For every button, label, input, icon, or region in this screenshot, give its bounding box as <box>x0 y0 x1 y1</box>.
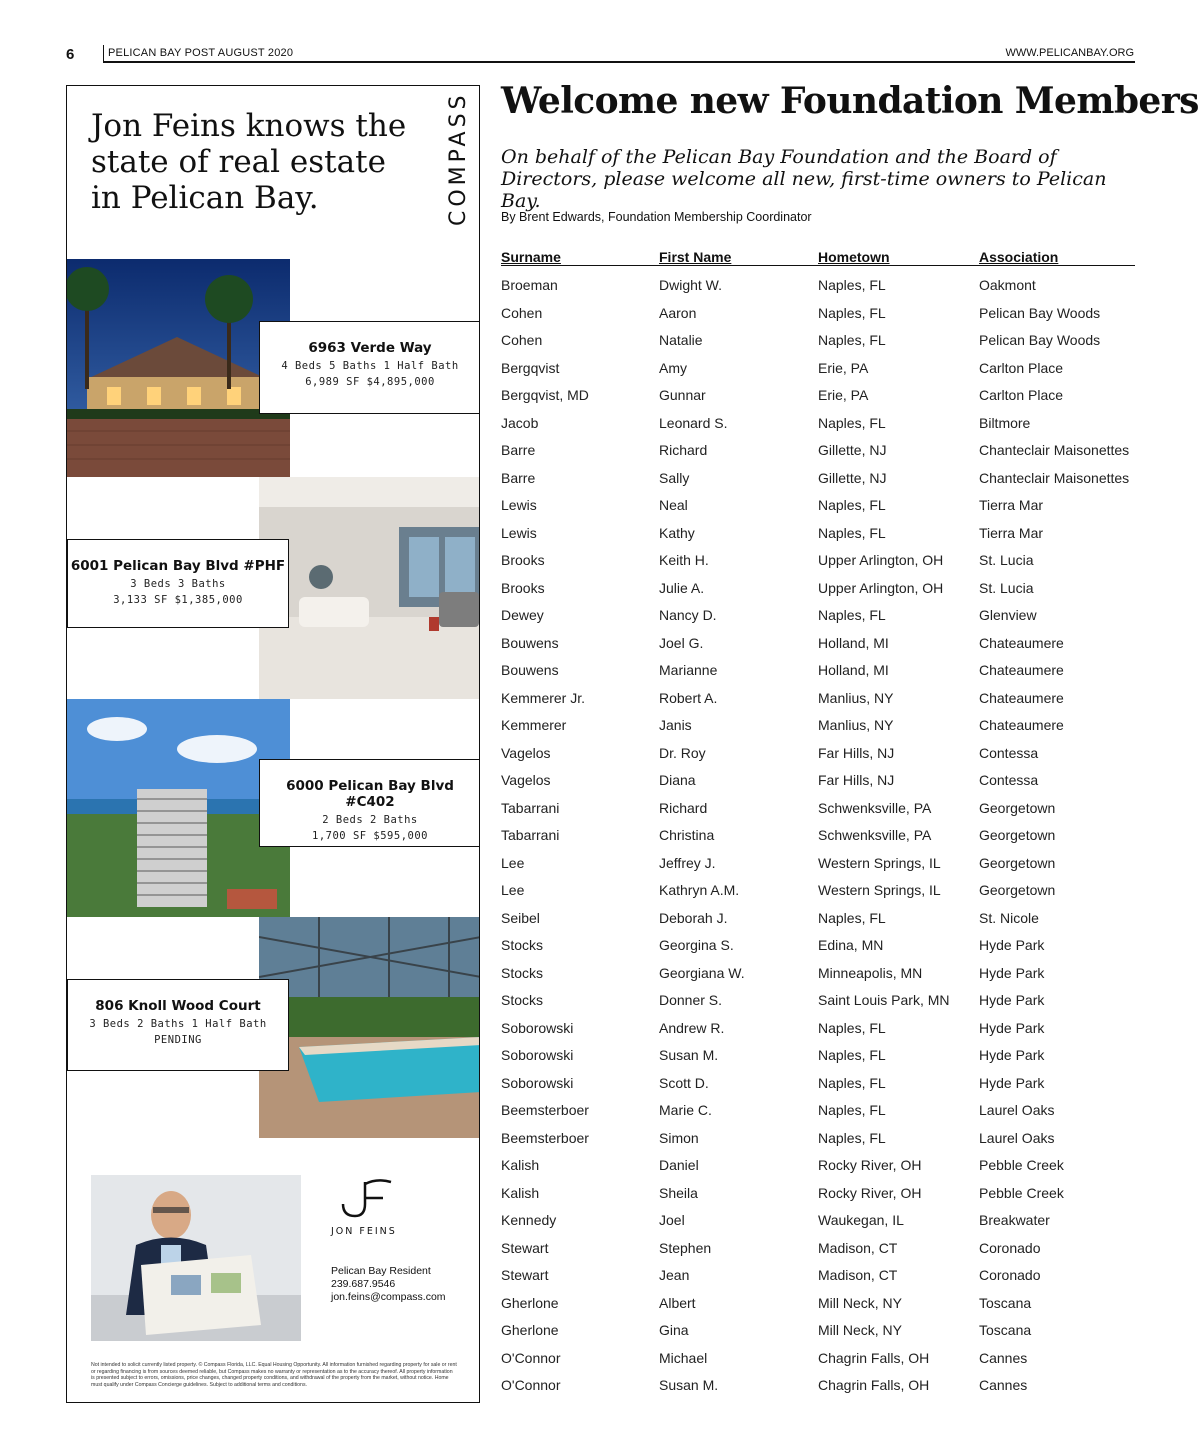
surname-cell: Kennedy <box>501 1212 557 1228</box>
hometown-cell: Madison, CT <box>818 1267 898 1283</box>
ad-headline: Jon Feins knows the state of real estate in Pelican Bay. <box>91 108 407 216</box>
hometown-cell: Naples, FL <box>818 607 886 623</box>
article-title: Welcome new Foundation Members <box>501 80 1199 122</box>
agent-name: JON FEINS <box>331 1226 397 1237</box>
association-cell: Tierra Mar <box>979 497 1044 513</box>
association-cell: Hyde Park <box>979 964 1045 981</box>
first-name-cell: Richard <box>659 442 708 458</box>
association-cell: Laurel Oaks <box>979 1102 1055 1118</box>
agent-phone[interactable]: 239.687.9546 <box>331 1278 396 1290</box>
article-subtitle: On behalf of the Pelican Bay Foundation and the Board of Directors, please welcome all new, first-time owners to Pelican Bay. <box>501 146 1107 212</box>
association-cell: Toscana <box>979 1322 1032 1338</box>
hometown-cell: Naples, FL <box>818 1074 886 1091</box>
association-cell: Contessa <box>979 772 1039 788</box>
first-name-cell: Kathryn A.M. <box>659 882 740 898</box>
hometown-cell: Schwenksville, PA <box>818 827 932 843</box>
hometown-cell: Erie, PA <box>818 359 869 376</box>
agent-photo <box>91 1175 301 1341</box>
first-name-cell: Scott D. <box>659 1074 709 1091</box>
first-name-cell: Marianne <box>659 662 718 678</box>
association-cell: Chateaumere <box>979 689 1064 706</box>
surname-cell: Soborowski <box>501 1047 574 1063</box>
association-cell: Contessa <box>979 744 1039 761</box>
listing-card[interactable] <box>67 539 289 628</box>
ad-disclaimer: Not intended to solicit currently listed property. © Compass Florida, LLC. Equal Housing Opportunity. All information furnished regarding property for sale or rent or regarding financing is from sources deemed reliable, but Compass makes no warranty or representation as to the accuracy thereof. All property information is presented subject to errors, omissions, price changes, changed property conditions, and withdrawal of the property from the market, without notice. Home must qualify under Compass Concierge guidelines. Subject to additional terms and conditions. <box>91 1362 457 1388</box>
first-name-cell: Nancy D. <box>659 607 717 623</box>
hometown-cell: Naples, FL <box>818 1102 886 1118</box>
association-cell: Laurel Oaks <box>979 1129 1055 1146</box>
surname-cell: Kemmerer <box>501 717 567 733</box>
association-cell: Carlton Place <box>979 387 1064 403</box>
surname-cell: Beemsterboer <box>501 1102 589 1118</box>
first-name-cell: Daniel <box>659 1157 699 1173</box>
first-name-cell: Amy <box>659 359 687 376</box>
article-byline: By Brent Edwards, Foundation Membership Coordinator <box>501 210 812 224</box>
hometown-cell: Rocky River, OH <box>818 1157 922 1173</box>
surname-cell: Vagelos <box>501 744 551 761</box>
first-name-cell: Gunnar <box>659 387 706 403</box>
surname-cell: Cohen <box>501 304 543 321</box>
surname-cell: Lewis <box>501 497 537 513</box>
surname-cell: Lee <box>501 854 525 871</box>
first-name-cell: Joel <box>659 1212 685 1228</box>
association-cell: Pebble Creek <box>979 1157 1064 1173</box>
surname-cell: Stocks <box>501 992 544 1008</box>
hometown-cell: Naples, FL <box>818 1019 886 1036</box>
column-header-association: Association <box>979 249 1059 265</box>
first-name-cell: Deborah J. <box>659 909 728 926</box>
surname-cell: Gherlone <box>501 1294 559 1311</box>
surname-cell: Brooks <box>501 579 545 596</box>
listing-photo-knoll-wood <box>259 917 480 1138</box>
surname-cell: Bouwens <box>501 634 559 651</box>
surname-cell: Tabarrani <box>501 799 560 816</box>
first-name-cell: Christina <box>659 827 715 843</box>
hometown-cell: Madison, CT <box>818 1239 898 1256</box>
surname-cell: Jacob <box>501 414 539 431</box>
listing-card[interactable] <box>259 759 480 847</box>
first-name-cell: Dr. Roy <box>659 744 706 761</box>
first-name-cell: Diana <box>659 772 696 788</box>
listing-photo-c402 <box>67 699 290 917</box>
first-name-cell: Kathy <box>659 524 695 541</box>
first-name-cell: Georgina S. <box>659 937 734 953</box>
surname-cell: Tabarrani <box>501 827 560 843</box>
first-name-cell: Gina <box>659 1322 689 1338</box>
first-name-cell: Albert <box>659 1294 696 1311</box>
surname-cell: Broeman <box>501 277 558 293</box>
hometown-cell: Far Hills, NJ <box>818 772 895 788</box>
surname-cell: Dewey <box>501 607 544 623</box>
first-name-cell: Leonard S. <box>659 414 728 431</box>
association-cell: Coronado <box>979 1239 1041 1256</box>
column-header-hometown: Hometown <box>818 249 890 265</box>
hometown-cell: Naples, FL <box>818 1047 886 1063</box>
hometown-cell: Far Hills, NJ <box>818 744 895 761</box>
column-header-surname: Surname <box>501 249 561 265</box>
first-name-cell: Jeffrey J. <box>659 854 716 871</box>
surname-cell: O'Connor <box>501 1377 561 1393</box>
listing-specs: 3 Beds 3 Baths <box>130 578 226 590</box>
first-name-cell: Janis <box>659 717 692 733</box>
surname-cell: Brooks <box>501 552 545 568</box>
hometown-cell: Naples, FL <box>818 909 886 926</box>
association-cell: Breakwater <box>979 1212 1050 1228</box>
hometown-cell: Naples, FL <box>818 1129 886 1146</box>
surname-cell: Lee <box>501 882 525 898</box>
first-name-cell: Neal <box>659 497 688 513</box>
listing-price: 6,989 SF $4,895,000 <box>305 376 435 388</box>
listing-photo-phf <box>259 477 480 699</box>
listing-address: 6001 Pelican Bay Blvd #PHF <box>70 558 286 574</box>
publication-line: PELICAN BAY POST AUGUST 2020 <box>108 47 294 59</box>
hometown-cell: Manlius, NY <box>818 689 894 706</box>
association-cell: Oakmont <box>979 277 1036 293</box>
first-name-cell: Donner S. <box>659 992 723 1008</box>
listing-address: 806 Knoll Wood Court <box>95 998 261 1014</box>
first-name-cell: Natalie <box>659 332 703 348</box>
first-name-cell: Julie A. <box>659 579 705 596</box>
listing-photo-verde-way <box>67 259 290 477</box>
listing-address: 6000 Pelican Bay Blvd #C402 <box>286 778 454 810</box>
association-cell: Hyde Park <box>979 992 1045 1008</box>
hometown-cell: Chagrin Falls, OH <box>818 1349 930 1366</box>
hometown-cell: Naples, FL <box>818 524 886 541</box>
association-cell: Coronado <box>979 1267 1041 1283</box>
association-cell: Pelican Bay Woods <box>979 304 1101 321</box>
first-name-cell: Aaron <box>659 304 697 321</box>
hometown-cell: Naples, FL <box>818 304 886 321</box>
association-cell: Georgetown <box>979 882 1056 898</box>
first-name-cell: Robert A. <box>659 689 718 706</box>
first-name-cell: Andrew R. <box>659 1019 725 1036</box>
column-header-first-name: First Name <box>659 249 732 265</box>
listing-specs: 4 Beds 5 Baths 1 Half Bath <box>281 360 459 372</box>
first-name-cell: Joel G. <box>659 634 704 651</box>
surname-cell: Stewart <box>501 1239 549 1256</box>
hometown-cell: Upper Arlington, OH <box>818 552 944 568</box>
surname-cell: Kalish <box>501 1184 540 1201</box>
agent-email[interactable]: jon.feins@compass.com <box>331 1291 446 1303</box>
hometown-cell: Western Springs, IL <box>818 882 941 898</box>
first-name-cell: Georgiana W. <box>659 964 745 981</box>
first-name-cell: Jean <box>659 1267 690 1283</box>
hometown-cell: Western Springs, IL <box>818 854 941 871</box>
listing-price: 3,133 SF $1,385,000 <box>113 594 243 606</box>
hometown-cell: Chagrin Falls, OH <box>818 1377 930 1393</box>
surname-cell: Vagelos <box>501 772 551 788</box>
first-name-cell: Simon <box>659 1129 699 1146</box>
hometown-cell: Naples, FL <box>818 332 886 348</box>
association-cell: Chateaumere <box>979 717 1064 733</box>
association-cell: Biltmore <box>979 414 1031 431</box>
association-cell: St. Lucia <box>979 552 1034 568</box>
association-cell: Chanteclair Maisonettes <box>979 469 1130 486</box>
association-cell: Pebble Creek <box>979 1184 1064 1201</box>
association-cell: Georgetown <box>979 799 1056 816</box>
hometown-cell: Minneapolis, MN <box>818 964 923 981</box>
agent-title: Pelican Bay Resident <box>331 1265 431 1277</box>
surname-cell: Seibel <box>501 909 540 926</box>
association-cell: Toscana <box>979 1294 1032 1311</box>
table-header-rule <box>501 265 1135 266</box>
surname-cell: Kalish <box>501 1157 540 1173</box>
surname-cell: Bergqvist, MD <box>501 387 589 403</box>
surname-cell: Lewis <box>501 524 537 541</box>
association-cell: Cannes <box>979 1349 1028 1366</box>
hometown-cell: Rocky River, OH <box>818 1184 922 1201</box>
association-cell: Glenview <box>979 607 1037 623</box>
hometown-cell: Mill Neck, NY <box>818 1322 903 1338</box>
first-name-cell: Marie C. <box>659 1102 712 1118</box>
hometown-cell: Naples, FL <box>818 497 886 513</box>
association-cell: Carlton Place <box>979 359 1064 376</box>
hometown-cell: Manlius, NY <box>818 717 894 733</box>
listing-address: 6963 Verde Way <box>308 340 432 356</box>
hometown-cell: Gillette, NJ <box>818 469 887 486</box>
hometown-cell: Naples, FL <box>818 414 886 431</box>
association-cell: Tierra Mar <box>979 524 1044 541</box>
association-cell: Hyde Park <box>979 1074 1045 1091</box>
association-cell: St. Lucia <box>979 579 1034 596</box>
hometown-cell: Edina, MN <box>818 937 884 953</box>
first-name-cell: Susan M. <box>659 1377 719 1393</box>
surname-cell: Beemsterboer <box>501 1129 589 1146</box>
page-number: 6 <box>66 46 75 63</box>
listing-price: 1,700 SF $595,000 <box>312 830 428 842</box>
association-cell: Georgetown <box>979 827 1056 843</box>
listing-specs: 2 Beds 2 Baths <box>322 814 418 826</box>
first-name-cell: Keith H. <box>659 552 709 568</box>
hometown-cell: Saint Louis Park, MN <box>818 992 950 1008</box>
listing-card[interactable] <box>67 979 289 1071</box>
hometown-cell: Waukegan, IL <box>818 1212 904 1228</box>
association-cell: Pelican Bay Woods <box>979 332 1101 348</box>
first-name-cell: Sally <box>659 469 690 486</box>
listing-card[interactable] <box>259 321 480 414</box>
surname-cell: Barre <box>501 442 536 458</box>
surname-cell: Barre <box>501 469 536 486</box>
surname-cell: Cohen <box>501 332 543 348</box>
surname-cell: Bouwens <box>501 662 559 678</box>
surname-cell: Stewart <box>501 1267 549 1283</box>
surname-cell: Kemmerer Jr. <box>501 689 586 706</box>
first-name-cell: Stephen <box>659 1239 712 1256</box>
association-cell: Chanteclair Maisonettes <box>979 442 1130 458</box>
hometown-cell: Upper Arlington, OH <box>818 579 944 596</box>
surname-cell: Soborowski <box>501 1074 574 1091</box>
first-name-cell: Sheila <box>659 1184 698 1201</box>
association-cell: St. Nicole <box>979 909 1039 926</box>
jf-monogram-logo <box>335 1176 405 1220</box>
first-name-cell: Susan M. <box>659 1047 719 1063</box>
association-cell: Chateaumere <box>979 662 1064 678</box>
association-cell: Hyde Park <box>979 937 1045 953</box>
first-name-cell: Michael <box>659 1349 708 1366</box>
hometown-cell: Gillette, NJ <box>818 442 887 458</box>
surname-cell: Gherlone <box>501 1322 559 1338</box>
surname-cell: O'Connor <box>501 1349 561 1366</box>
association-cell: Cannes <box>979 1377 1028 1393</box>
hometown-cell: Schwenksville, PA <box>818 799 932 816</box>
surname-cell: Bergqvist <box>501 359 560 376</box>
hometown-cell: Mill Neck, NY <box>818 1294 903 1311</box>
compass-logo: COMPASS <box>446 91 471 226</box>
association-cell: Chateaumere <box>979 634 1064 651</box>
surname-cell: Stocks <box>501 937 544 953</box>
hometown-cell: Naples, FL <box>818 277 886 293</box>
listing-specs: 3 Beds 2 Baths 1 Half Bath <box>89 1018 267 1030</box>
listing-status: PENDING <box>154 1034 202 1046</box>
hometown-cell: Holland, MI <box>818 662 889 678</box>
association-cell: Hyde Park <box>979 1047 1045 1063</box>
first-name-cell: Richard <box>659 799 708 816</box>
hometown-cell: Holland, MI <box>818 634 889 651</box>
association-cell: Georgetown <box>979 854 1056 871</box>
first-name-cell: Dwight W. <box>659 277 723 293</box>
website-link[interactable]: WWW.PELICANBAY.ORG <box>1005 47 1134 59</box>
surname-cell: Soborowski <box>501 1019 574 1036</box>
real-estate-ad <box>66 85 480 1403</box>
surname-cell: Stocks <box>501 964 544 981</box>
association-cell: Hyde Park <box>979 1019 1045 1036</box>
hometown-cell: Erie, PA <box>818 387 869 403</box>
